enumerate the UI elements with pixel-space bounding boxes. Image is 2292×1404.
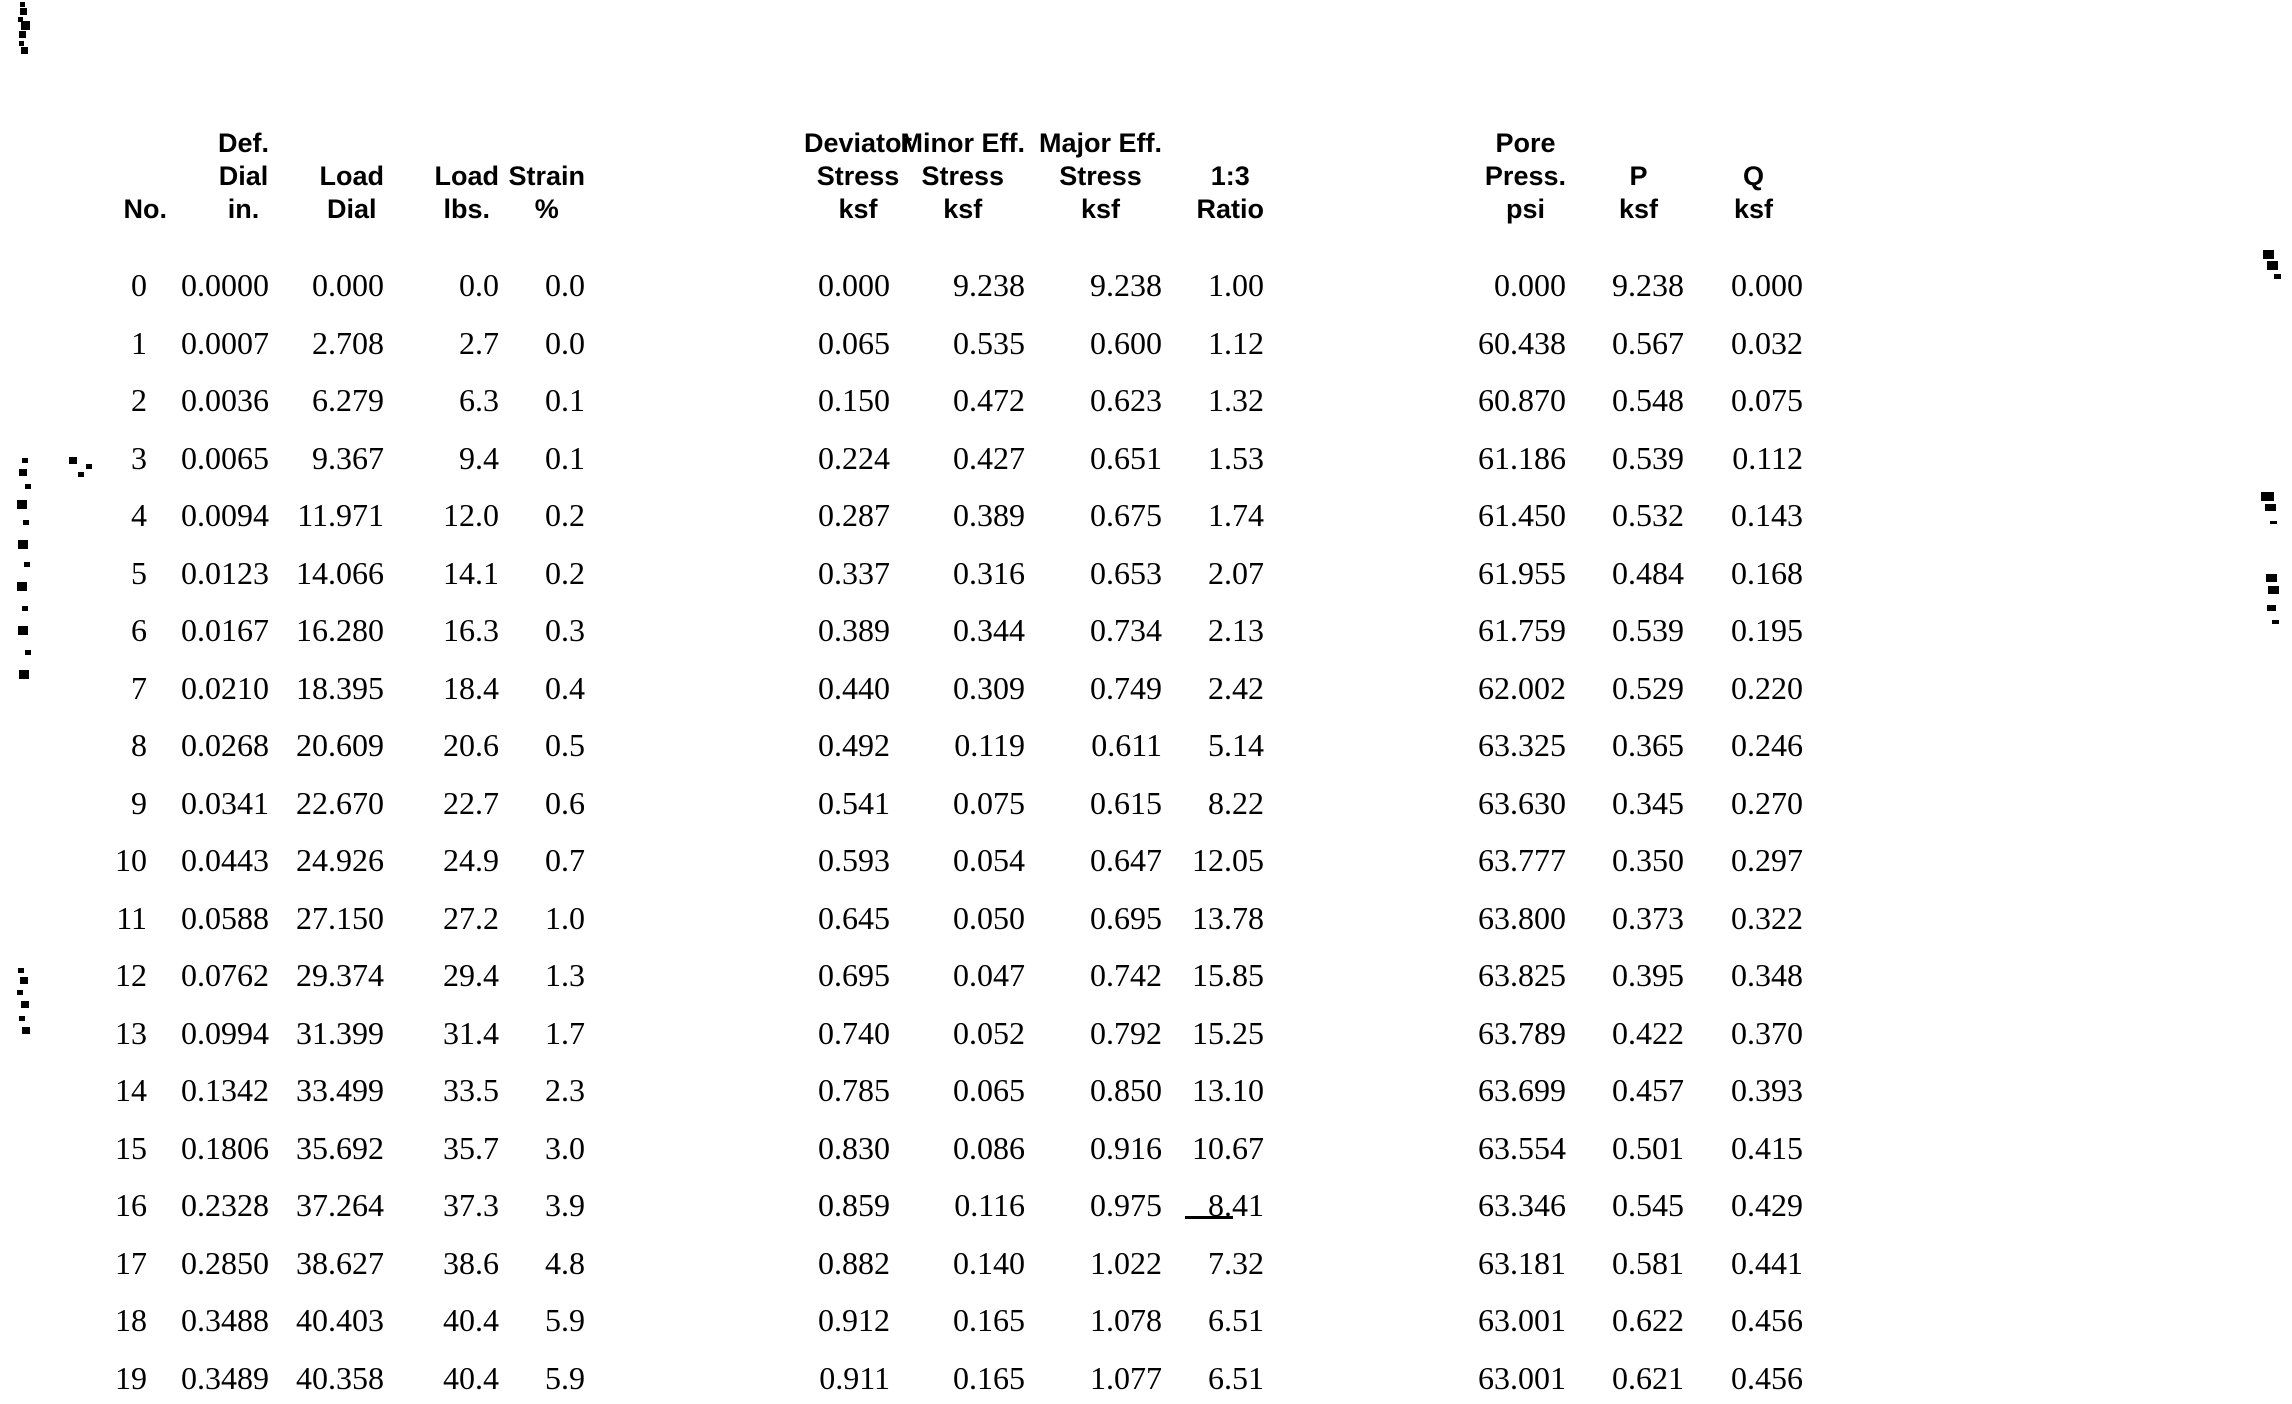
cell-load-dial: 11.971 — [297, 497, 384, 534]
cell-pore-press: 61.450 — [1478, 497, 1566, 534]
cell-deviator-stress: 0.830 — [818, 1129, 890, 1166]
cell-p-ksf: 0.532 — [1612, 497, 1684, 534]
cell-def-dial: 0.0443 — [181, 842, 269, 879]
cell-q-ksf: 0.322 — [1731, 899, 1803, 936]
cell-major-eff-stress: 0.653 — [1090, 554, 1162, 591]
cell-deviator-stress: 0.882 — [818, 1244, 890, 1281]
cell-load-lbs: 38.6 — [443, 1244, 499, 1281]
cell-major-eff-stress: 9.238 — [1090, 267, 1162, 304]
cell-p-ksf: 0.548 — [1612, 382, 1684, 419]
table-row — [85, 257, 1803, 315]
cell-def-dial: 0.0065 — [181, 439, 269, 476]
cell-major-eff-stress: 0.600 — [1090, 324, 1162, 361]
cell-ratio-1-3: 1.74 — [1208, 497, 1264, 534]
cell-def-dial: 0.0167 — [181, 612, 269, 649]
cell-load-lbs: 29.4 — [443, 957, 499, 994]
cell-q-ksf: 0.393 — [1731, 1072, 1803, 1109]
cell-pore-press: 63.325 — [1478, 727, 1566, 764]
cell-major-eff-stress: 0.742 — [1090, 957, 1162, 994]
cell-deviator-stress: 0.440 — [818, 669, 890, 706]
cell-deviator-stress: 0.150 — [818, 382, 890, 419]
table-row — [85, 602, 1803, 660]
table-body — [85, 257, 1803, 1404]
cell-minor-eff-stress: 0.535 — [953, 324, 1025, 361]
cell-p-ksf: 0.457 — [1612, 1072, 1684, 1109]
cell-ratio-1-3: 13.10 — [1192, 1072, 1264, 1109]
cell-ratio-1-3: 1.32 — [1208, 382, 1264, 419]
cell-ratio-1-3: 6.51 — [1208, 1302, 1264, 1339]
cell-minor-eff-stress: 0.165 — [953, 1359, 1025, 1396]
cell-major-eff-stress: 0.749 — [1090, 669, 1162, 706]
cell-q-ksf: 0.297 — [1731, 842, 1803, 879]
cell-load-lbs: 40.4 — [443, 1359, 499, 1396]
table-row — [85, 1120, 1803, 1178]
cell-minor-eff-stress: 0.054 — [953, 842, 1025, 879]
column-header-def-dial — [147, 105, 269, 257]
scan-artifact — [2261, 492, 2274, 501]
cell-def-dial: 0.0588 — [181, 899, 269, 936]
cell-p-ksf: 0.422 — [1612, 1014, 1684, 1051]
cell-pore-press: 63.181 — [1478, 1244, 1566, 1281]
cell-q-ksf: 0.415 — [1731, 1129, 1803, 1166]
header-row — [85, 105, 1803, 257]
column-header-load-lbs — [384, 105, 499, 257]
cell-minor-eff-stress: 0.140 — [953, 1244, 1025, 1281]
cell-no: 6 — [131, 612, 147, 649]
cell-load-dial: 37.264 — [296, 1187, 384, 1224]
cell-p-ksf: 0.622 — [1612, 1302, 1684, 1339]
cell-p-ksf: 0.501 — [1612, 1129, 1684, 1166]
cell-ratio-1-3: 2.13 — [1208, 612, 1264, 649]
cell-major-eff-stress: 0.916 — [1090, 1129, 1162, 1166]
cell-ratio-1-3: 15.85 — [1192, 957, 1264, 994]
cell-minor-eff-stress: 9.238 — [953, 267, 1025, 304]
column-header-ratio-1-3 — [1162, 105, 1264, 257]
cell-q-ksf: 0.220 — [1731, 669, 1803, 706]
cell-major-eff-stress: 0.695 — [1090, 899, 1162, 936]
cell-load-dial: 22.670 — [296, 784, 384, 821]
cell-load-lbs: 40.4 — [443, 1302, 499, 1339]
cell-pore-press: 60.870 — [1478, 382, 1566, 419]
cell-strain: 5.9 — [545, 1359, 585, 1396]
cell-q-ksf: 0.441 — [1731, 1244, 1803, 1281]
cell-deviator-stress: 0.389 — [818, 612, 890, 649]
table-row — [85, 315, 1803, 373]
table-header — [85, 105, 1803, 257]
cell-deviator-stress: 0.912 — [818, 1302, 890, 1339]
cell-q-ksf: 0.348 — [1731, 957, 1803, 994]
cell-ratio-1-3: 5.14 — [1208, 727, 1264, 764]
column-header-pore-press — [1264, 105, 1566, 257]
cell-strain: 2.3 — [545, 1072, 585, 1109]
cell-pore-press: 63.001 — [1478, 1302, 1566, 1339]
cell-no: 3 — [131, 439, 147, 476]
cell-minor-eff-stress: 0.050 — [953, 899, 1025, 936]
cell-q-ksf: 0.000 — [1731, 267, 1803, 304]
cell-no: 0 — [131, 267, 147, 304]
cell-q-ksf: 0.032 — [1731, 324, 1803, 361]
cell-deviator-stress: 0.695 — [818, 957, 890, 994]
table-row — [85, 545, 1803, 603]
cell-pore-press: 63.777 — [1478, 842, 1566, 879]
cell-def-dial: 0.0123 — [181, 554, 269, 591]
table-row — [85, 1005, 1803, 1063]
cell-strain: 0.7 — [545, 842, 585, 879]
cell-strain: 0.2 — [545, 497, 585, 534]
cell-ratio-1-3: 6.51 — [1208, 1359, 1264, 1396]
cell-deviator-stress: 0.065 — [818, 324, 890, 361]
cell-ratio-1-3: 10.67 — [1192, 1129, 1264, 1166]
cell-pore-press: 61.186 — [1478, 439, 1566, 476]
cell-load-dial: 24.926 — [296, 842, 384, 879]
table-row — [85, 717, 1803, 775]
cell-load-lbs: 33.5 — [443, 1072, 499, 1109]
cell-deviator-stress: 0.287 — [818, 497, 890, 534]
column-header-strain — [499, 105, 585, 257]
table-row — [85, 890, 1803, 948]
cell-p-ksf: 0.484 — [1612, 554, 1684, 591]
table-row — [85, 1350, 1803, 1404]
column-header-label: Minor Eff. Stress ksf — [900, 128, 1025, 224]
cell-minor-eff-stress: 0.075 — [953, 784, 1025, 821]
cell-strain: 4.8 — [545, 1244, 585, 1281]
cell-load-dial: 20.609 — [296, 727, 384, 764]
cell-ratio-1-3: 2.07 — [1208, 554, 1264, 591]
cell-strain: 1.7 — [545, 1014, 585, 1051]
cell-def-dial: 0.1806 — [181, 1129, 269, 1166]
cell-no: 17 — [115, 1244, 147, 1281]
cell-load-lbs: 12.0 — [443, 497, 499, 534]
column-header-q-ksf — [1684, 105, 1803, 257]
column-header-label: Major Eff. Stress ksf — [1038, 128, 1162, 224]
cell-def-dial: 0.3489 — [181, 1359, 269, 1396]
column-header-deviator-stress — [585, 105, 912, 257]
cell-deviator-stress: 0.224 — [818, 439, 890, 476]
cell-load-dial: 38.627 — [296, 1244, 384, 1281]
cell-major-eff-stress: 1.022 — [1090, 1244, 1162, 1281]
column-header-minor-eff-stress — [890, 105, 1025, 257]
scan-artifact — [20, 2, 25, 7]
cell-pore-press: 61.955 — [1478, 554, 1566, 591]
cell-ratio-1-3: 1.00 — [1208, 267, 1264, 304]
cell-ratio-1-3: 7.32 — [1208, 1244, 1264, 1281]
table-row — [85, 1235, 1803, 1293]
cell-major-eff-stress: 0.675 — [1090, 497, 1162, 534]
cell-q-ksf: 0.075 — [1731, 382, 1803, 419]
cell-def-dial: 0.0762 — [181, 957, 269, 994]
cell-p-ksf: 0.365 — [1612, 727, 1684, 764]
cell-load-dial: 14.066 — [296, 554, 384, 591]
cell-strain: 0.1 — [545, 439, 585, 476]
cell-pore-press: 0.000 — [1494, 267, 1566, 304]
cell-def-dial: 0.0007 — [181, 324, 269, 361]
cell-load-dial: 29.374 — [296, 957, 384, 994]
cell-no: 4 — [131, 497, 147, 534]
cell-no: 1 — [131, 324, 147, 361]
cell-no: 19 — [115, 1359, 147, 1396]
scan-artifact — [22, 458, 28, 463]
cell-load-lbs: 31.4 — [443, 1014, 499, 1051]
column-header-label: Strain % — [508, 161, 585, 224]
cell-p-ksf: 0.581 — [1612, 1244, 1684, 1281]
cell-minor-eff-stress: 0.119 — [954, 727, 1025, 764]
cell-strain: 1.0 — [545, 899, 585, 936]
column-header-load-dial — [269, 105, 384, 257]
cell-q-ksf: 0.143 — [1731, 497, 1803, 534]
cell-p-ksf: 0.567 — [1612, 324, 1684, 361]
cell-strain: 3.0 — [545, 1129, 585, 1166]
cell-p-ksf: 0.545 — [1612, 1187, 1684, 1224]
cell-deviator-stress: 0.740 — [818, 1014, 890, 1051]
cell-p-ksf: 0.539 — [1612, 439, 1684, 476]
cell-p-ksf: 9.238 — [1612, 267, 1684, 304]
cell-minor-eff-stress: 0.389 — [953, 497, 1025, 534]
cell-deviator-stress: 0.337 — [818, 554, 890, 591]
cell-ratio-1-3: 1.12 — [1208, 324, 1264, 361]
table-row — [85, 1292, 1803, 1350]
cell-q-ksf: 0.456 — [1731, 1302, 1803, 1339]
cell-def-dial: 0.0000 — [181, 267, 269, 304]
cell-p-ksf: 0.373 — [1612, 899, 1684, 936]
cell-major-eff-stress: 0.651 — [1090, 439, 1162, 476]
cell-p-ksf: 0.529 — [1612, 669, 1684, 706]
cell-ratio-1-3: 12.05 — [1192, 842, 1264, 879]
column-header-label: Q ksf — [1733, 161, 1773, 224]
cell-deviator-stress: 0.541 — [818, 784, 890, 821]
cell-deviator-stress: 0.859 — [818, 1187, 890, 1224]
cell-no: 5 — [131, 554, 147, 591]
cell-no: 10 — [115, 842, 147, 879]
cell-ratio-1-3: 15.25 — [1192, 1014, 1264, 1051]
cell-load-lbs: 20.6 — [443, 727, 499, 764]
cell-load-dial: 35.692 — [296, 1129, 384, 1166]
cell-pore-press: 63.630 — [1478, 784, 1566, 821]
cell-q-ksf: 0.456 — [1731, 1359, 1803, 1396]
cell-def-dial: 0.0094 — [181, 497, 269, 534]
cell-no: 11 — [116, 899, 147, 936]
cell-major-eff-stress: 1.078 — [1090, 1302, 1162, 1339]
cell-load-lbs: 35.7 — [443, 1129, 499, 1166]
scan-artifact — [2266, 574, 2277, 582]
cell-major-eff-stress: 0.623 — [1090, 382, 1162, 419]
cell-strain: 1.3 — [545, 957, 585, 994]
cell-def-dial: 0.3488 — [181, 1302, 269, 1339]
cell-load-lbs: 18.4 — [443, 669, 499, 706]
cell-load-lbs: 37.3 — [443, 1187, 499, 1224]
cell-load-dial: 33.499 — [296, 1072, 384, 1109]
cell-deviator-stress: 0.000 — [818, 267, 890, 304]
cell-def-dial: 0.0268 — [181, 727, 269, 764]
cell-pore-press: 63.800 — [1478, 899, 1566, 936]
cell-def-dial: 0.0341 — [181, 784, 269, 821]
cell-def-dial: 0.2328 — [181, 1187, 269, 1224]
cell-load-dial: 27.150 — [296, 899, 384, 936]
cell-q-ksf: 0.195 — [1731, 612, 1803, 649]
cell-def-dial: 0.1342 — [181, 1072, 269, 1109]
cell-p-ksf: 0.350 — [1612, 842, 1684, 879]
cell-major-eff-stress: 0.792 — [1090, 1014, 1162, 1051]
cell-p-ksf: 0.395 — [1612, 957, 1684, 994]
cell-ratio-1-3: 8.41 — [1208, 1187, 1264, 1224]
cell-pore-press: 63.789 — [1478, 1014, 1566, 1051]
cell-major-eff-stress: 0.734 — [1090, 612, 1162, 649]
cell-major-eff-stress: 0.975 — [1090, 1187, 1162, 1224]
cell-minor-eff-stress: 0.316 — [953, 554, 1025, 591]
cell-major-eff-stress: 1.077 — [1090, 1359, 1162, 1396]
cell-load-dial: 6.279 — [312, 382, 384, 419]
cell-pore-press: 63.554 — [1478, 1129, 1566, 1166]
cell-def-dial: 0.2850 — [181, 1244, 269, 1281]
cell-q-ksf: 0.429 — [1731, 1187, 1803, 1224]
cell-load-lbs: 0.0 — [459, 267, 499, 304]
column-header-label: Load Dial — [319, 161, 384, 224]
column-header-label: P ksf — [1618, 161, 1658, 224]
cell-load-lbs: 6.3 — [459, 382, 499, 419]
cell-load-dial: 16.280 — [296, 612, 384, 649]
column-header-label: Deviator Stress ksf — [803, 128, 912, 224]
cell-def-dial: 0.0036 — [181, 382, 269, 419]
table-row — [85, 372, 1803, 430]
cell-deviator-stress: 0.593 — [818, 842, 890, 879]
cell-deviator-stress: 0.492 — [818, 727, 890, 764]
cell-no: 18 — [115, 1302, 147, 1339]
cell-load-lbs: 24.9 — [443, 842, 499, 879]
cell-strain: 0.0 — [545, 267, 585, 304]
triaxial-test-data-table — [85, 105, 1803, 1404]
column-header-label: 1:3 Ratio — [1196, 161, 1264, 224]
cell-minor-eff-stress: 0.165 — [953, 1302, 1025, 1339]
cell-minor-eff-stress: 0.052 — [953, 1014, 1025, 1051]
cell-load-dial: 40.403 — [296, 1302, 384, 1339]
cell-no: 12 — [115, 957, 147, 994]
cell-major-eff-stress: 0.850 — [1090, 1072, 1162, 1109]
cell-pore-press: 60.438 — [1478, 324, 1566, 361]
cell-no: 13 — [115, 1014, 147, 1051]
cell-pore-press: 61.759 — [1478, 612, 1566, 649]
cell-minor-eff-stress: 0.047 — [953, 957, 1025, 994]
cell-major-eff-stress: 0.615 — [1090, 784, 1162, 821]
cell-no: 16 — [115, 1187, 147, 1224]
cell-load-dial: 31.399 — [296, 1014, 384, 1051]
cell-ratio-1-3: 13.78 — [1192, 899, 1264, 936]
cell-pore-press: 63.699 — [1478, 1072, 1566, 1109]
cell-load-lbs: 22.7 — [443, 784, 499, 821]
cell-no: 14 — [115, 1072, 147, 1109]
cell-strain: 0.2 — [545, 554, 585, 591]
table-row — [85, 487, 1803, 545]
column-header-label: Def. Dial in. — [217, 128, 269, 224]
table-row — [85, 430, 1803, 488]
cell-strain: 3.9 — [545, 1187, 585, 1224]
cell-strain: 0.5 — [545, 727, 585, 764]
cell-def-dial: 0.0210 — [181, 669, 269, 706]
cell-load-dial: 40.358 — [296, 1359, 384, 1396]
cell-strain: 0.3 — [545, 612, 585, 649]
cell-q-ksf: 0.246 — [1731, 727, 1803, 764]
cell-load-dial: 0.000 — [312, 267, 384, 304]
cell-minor-eff-stress: 0.086 — [953, 1129, 1025, 1166]
cell-deviator-stress: 0.785 — [818, 1072, 890, 1109]
column-header-no — [85, 105, 167, 257]
table-row — [85, 775, 1803, 833]
cell-pore-press: 63.001 — [1478, 1359, 1566, 1396]
cell-major-eff-stress: 0.611 — [1091, 727, 1162, 764]
cell-no: 2 — [131, 382, 147, 419]
cell-no: 9 — [131, 784, 147, 821]
cell-deviator-stress: 0.645 — [818, 899, 890, 936]
cell-load-dial: 18.395 — [296, 669, 384, 706]
column-header-p-ksf — [1566, 105, 1684, 257]
cell-p-ksf: 0.345 — [1612, 784, 1684, 821]
cell-pore-press: 63.825 — [1478, 957, 1566, 994]
cell-no: 15 — [115, 1129, 147, 1166]
cell-no: 7 — [131, 669, 147, 706]
column-header-label: Pore Press. psi — [1484, 128, 1566, 224]
cell-minor-eff-stress: 0.344 — [953, 612, 1025, 649]
table-row — [85, 832, 1803, 890]
cell-ratio-1-3: 1.53 — [1208, 439, 1264, 476]
table-row — [85, 1062, 1803, 1120]
cell-q-ksf: 0.370 — [1731, 1014, 1803, 1051]
cell-p-ksf: 0.539 — [1612, 612, 1684, 649]
table-row — [85, 947, 1803, 1005]
cell-minor-eff-stress: 0.309 — [953, 669, 1025, 706]
cell-q-ksf: 0.270 — [1731, 784, 1803, 821]
cell-load-lbs: 27.2 — [443, 899, 499, 936]
cell-no: 8 — [131, 727, 147, 764]
cell-strain: 0.6 — [545, 784, 585, 821]
cell-strain: 0.0 — [545, 324, 585, 361]
cell-minor-eff-stress: 0.065 — [953, 1072, 1025, 1109]
scan-artifact — [2263, 250, 2274, 259]
table-row — [85, 660, 1803, 718]
table-row — [85, 1177, 1803, 1235]
cell-load-lbs: 16.3 — [443, 612, 499, 649]
cell-pore-press: 62.002 — [1478, 669, 1566, 706]
cell-load-dial: 9.367 — [312, 439, 384, 476]
cell-deviator-stress: 0.911 — [819, 1359, 890, 1396]
cell-load-lbs: 2.7 — [459, 324, 499, 361]
cell-minor-eff-stress: 0.427 — [953, 439, 1025, 476]
scan-artifact — [18, 968, 24, 973]
cell-load-lbs: 9.4 — [459, 439, 499, 476]
cell-major-eff-stress: 0.647 — [1090, 842, 1162, 879]
column-header-label: No. — [123, 194, 167, 224]
cell-minor-eff-stress: 0.116 — [954, 1187, 1025, 1224]
cell-strain: 0.4 — [545, 669, 585, 706]
cell-q-ksf: 0.112 — [1732, 439, 1803, 476]
cell-p-ksf: 0.621 — [1612, 1359, 1684, 1396]
column-header-label: Load lbs. — [434, 161, 499, 224]
cell-def-dial: 0.0994 — [181, 1014, 269, 1051]
cell-load-dial: 2.708 — [312, 324, 384, 361]
cell-ratio-1-3: 8.22 — [1208, 784, 1264, 821]
cell-q-ksf: 0.168 — [1731, 554, 1803, 591]
cell-pore-press: 63.346 — [1478, 1187, 1566, 1224]
cell-strain: 5.9 — [545, 1302, 585, 1339]
column-header-major-eff-stress — [1025, 105, 1162, 257]
cell-ratio-1-3: 2.42 — [1208, 669, 1264, 706]
cell-minor-eff-stress: 0.472 — [953, 382, 1025, 419]
cell-load-lbs: 14.1 — [443, 554, 499, 591]
cell-strain: 0.1 — [545, 382, 585, 419]
